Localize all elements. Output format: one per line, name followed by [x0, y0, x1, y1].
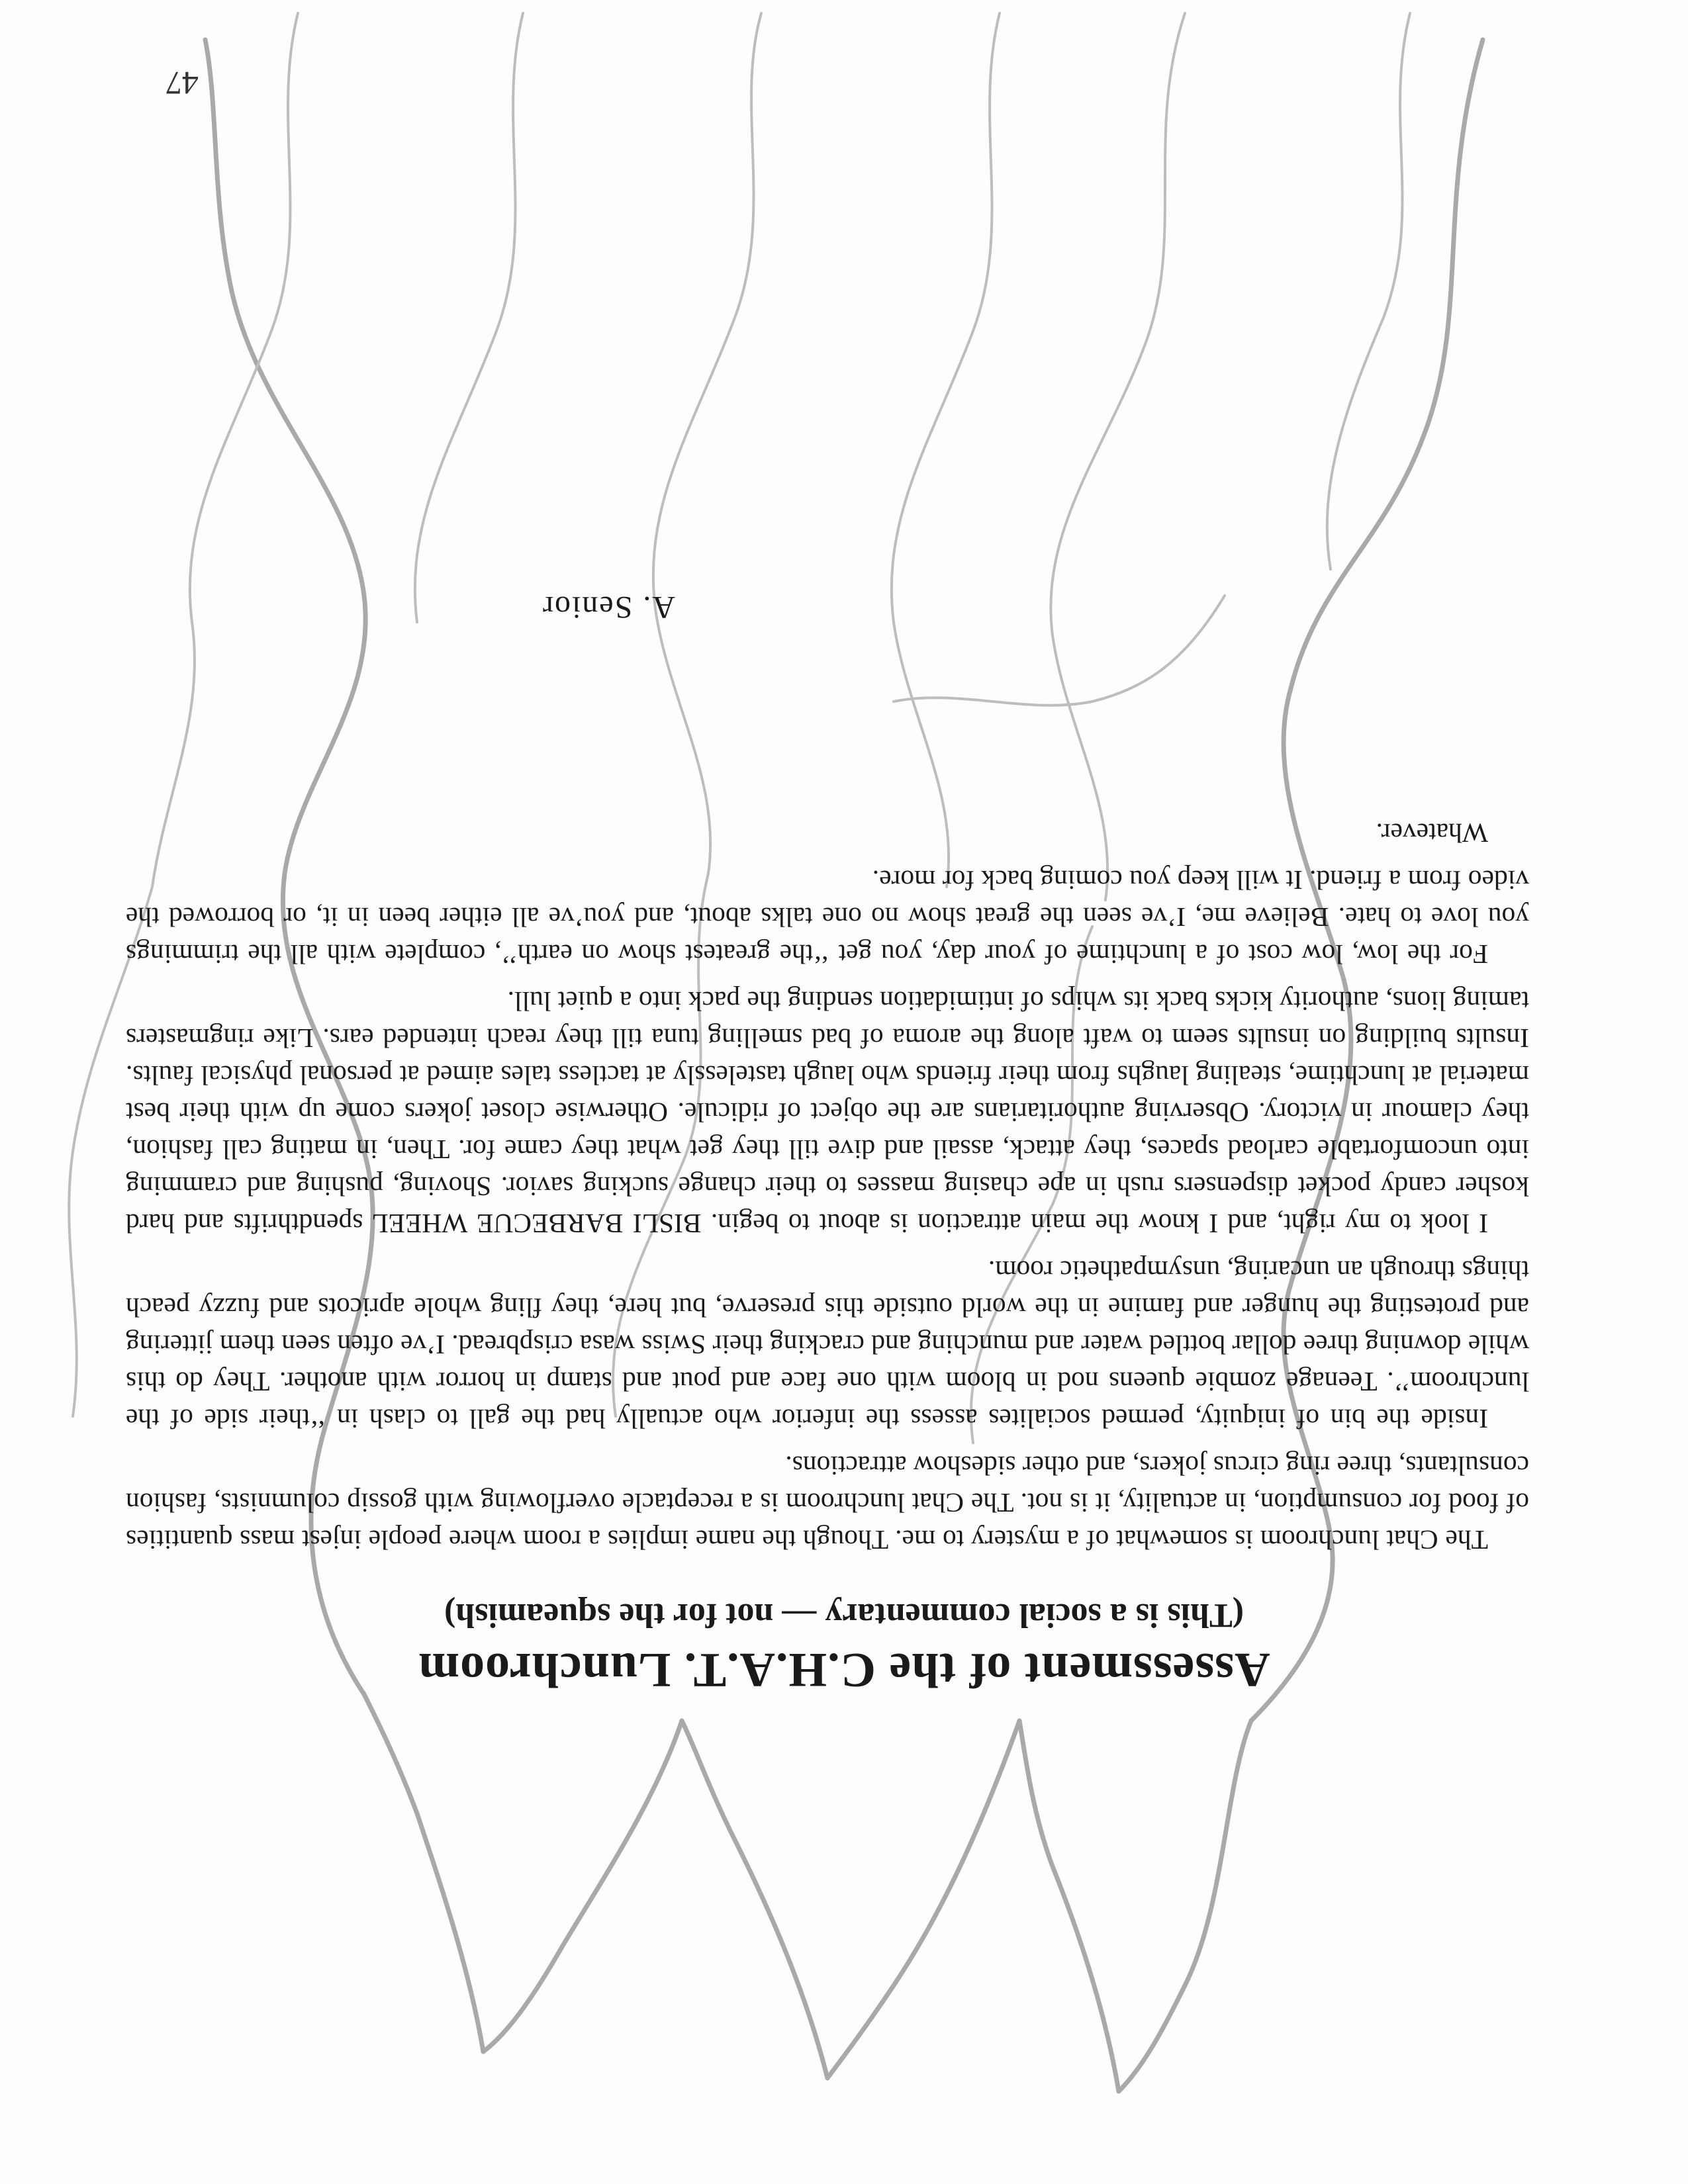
flame-tip-left-inner — [1019, 1721, 1119, 2091]
paragraph: For the low, low cost of a lunchtime of your day, you get ‘‘the greatest show on earth’’, complete with all the trimmings you love to hate. Believe me, I’ve seen the great show no one talks about, and you’ve all either been in it, or borrowed the video from a friend. It will keep you coming back for more. — [126, 865, 1529, 970]
flame-inner-line-6 — [1327, 13, 1410, 569]
flame-inner-line-5 — [152, 13, 298, 887]
flame-tip-right — [483, 1721, 682, 2052]
flame-tip-left — [1119, 1721, 1251, 2091]
paragraph: I look to my right, and I know the main attraction is about to begin. BISLI BARBECUE WHEEL spendthrifts and hard kosher candy pocket dispensers rush in ape chasing masses to their change sucking savior. Shoving, pushing and cramming into uncomfortable carload spaces, they attack, assail and dive till they get what they came for. Then, in mating call fashion, they clamour in victory. Observing authoritarians are the object of ridicule. Otherwise closet jokers come up with their best material at lunchtime, stealing laughs from their friends who laugh tastelessly at tactless tales aimed at personal physical faults. Insults building on insults seem to waft along the aroma of bad smelling tuna till they reach intended ears. Like ringmasters taming lions, authority kicks back its whips of intimidation sending the pack into a quiet lull. — [126, 986, 1529, 1239]
flame-tip-middle — [827, 1721, 1019, 2078]
flame-inner-line-4 — [415, 13, 523, 622]
flame-tip-right-inner — [364, 1694, 483, 2052]
paragraph: Inside the bin of iniquity, permed socialites assess the inferior who actually had the gall to clash in ‘‘their side of the lunchroom’’. Teenage zombie queens nod in bloom with one face and pout and stamp in horror with another. They do this while downing three dollar bottled water and munching and cracking their Swiss wasa crispbread. I’ve often seen them jittering and protesting the hunger and famine in the world outside this preserve, but here, they fling whole apricots and fuzzy peach things through an uncaring, unsympathetic room. — [126, 1255, 1529, 1434]
flame-inner-line-2 — [892, 13, 1000, 887]
paragraph: The Chat lunchroom is somewhat of a mystery to me. Though the name implies a room where people injest mass quantities of food for consumption, in actuality, it is not. The Chat lunchroom is a receptacle overflowing with gossip columnists, fashion consultants, three ring circus jokers, and other sideshow attractions. — [126, 1451, 1529, 1555]
flame-inner-line-1 — [1051, 13, 1185, 900]
flame-inner-line-3 — [653, 13, 761, 874]
flame-inner-line-10 — [894, 596, 1225, 705]
article-body — [126, 805, 1529, 1559]
author-byline: A. Senior — [541, 590, 675, 625]
page-number: 47 — [165, 65, 199, 102]
article-title: Assessment of the C.H.A.T. Lunchroom — [418, 1643, 1270, 1697]
article-subtitle: (This is a social commentary — not for the squeamish) — [444, 1596, 1244, 1634]
flame-tip-middle-inner — [682, 1721, 827, 2078]
closing-line: Whatever. — [1376, 818, 1488, 848]
